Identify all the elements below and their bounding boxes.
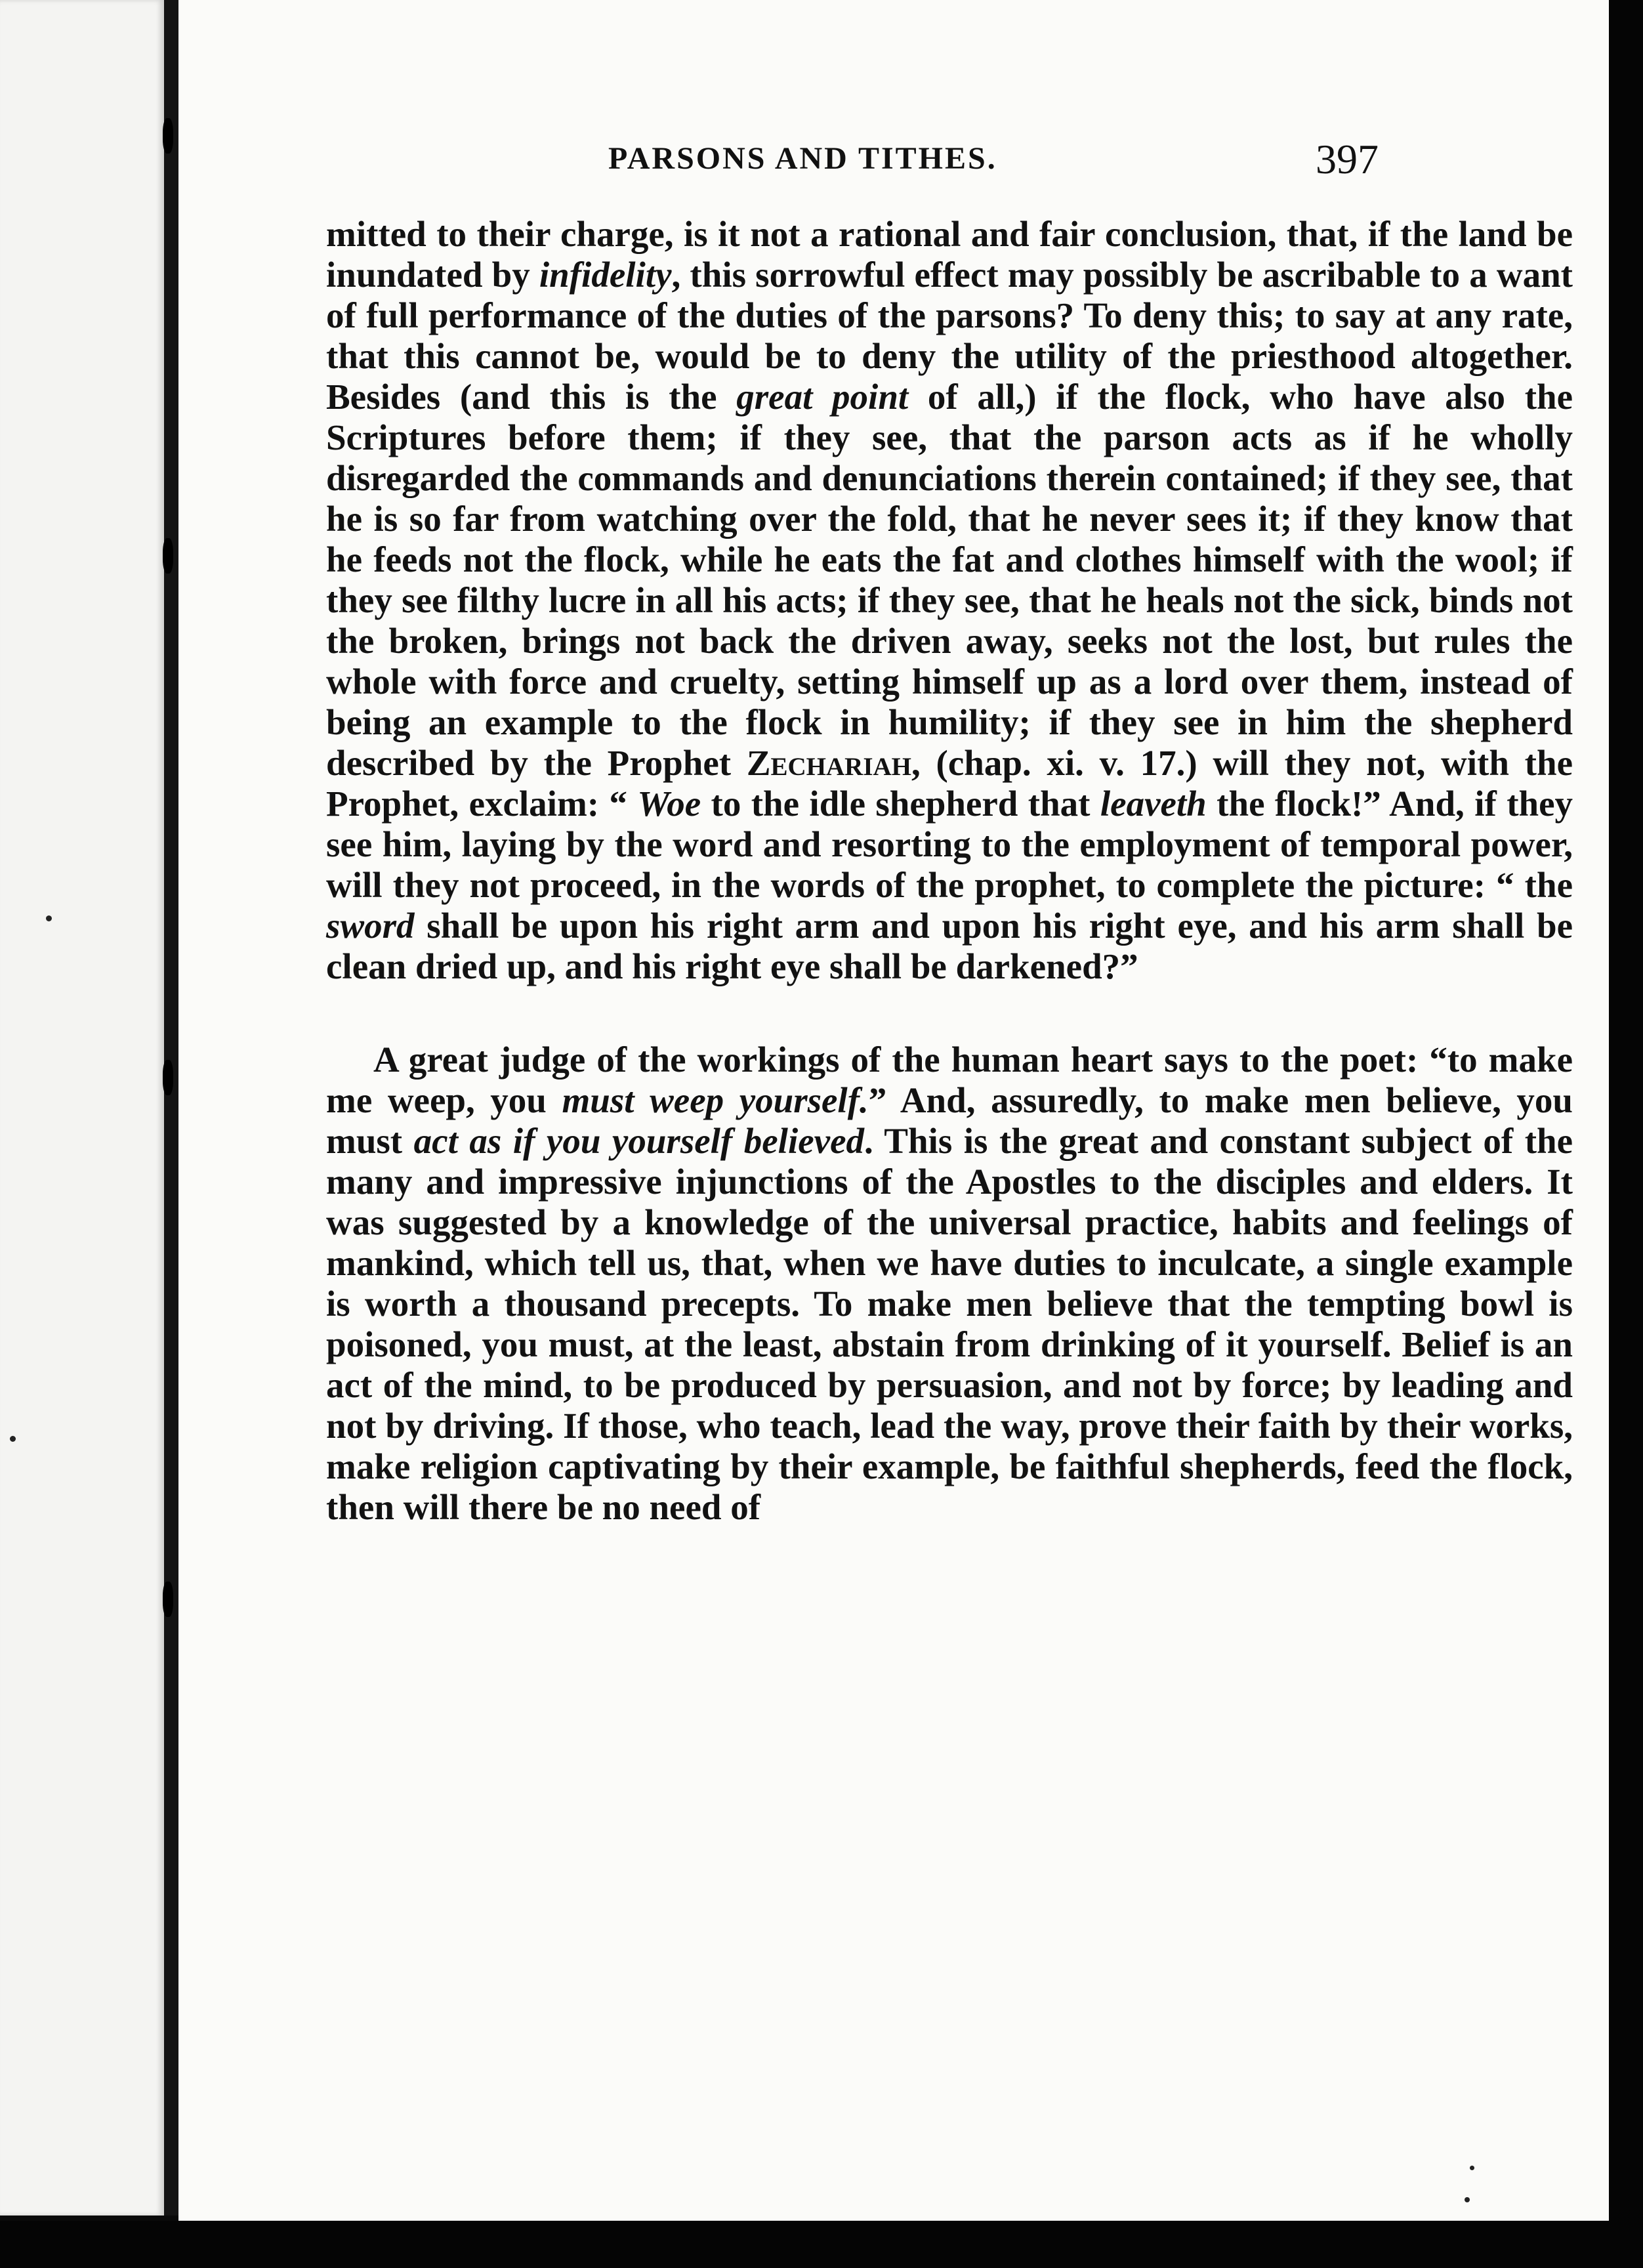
- text-run: shall be upon his right arm and upon his right eye, and his arm shall be clean dried up, and his right eye shall be darkened?”: [326, 906, 1573, 986]
- paragraph-1: [326, 214, 1573, 987]
- text-run: . This is the great and constant subject of the many and impressive injunctions of the Apostles to the disciples and elders. It was suggested by a knowledge of the universal practice, habits and feelings of mankind, which tell us, that, when we have duties to inculcate, a single example is worth a thousand precepts. To make men believe that the tempting bowl is poisoned, you must, at the least, abstain from drinking of it yourself. Belief is an act of the mind, to be produced by persuasion, and not by force; by leading and not by driving. If those, who teach, lead the way, prove their faith by their works, make religion captivating by their example, be faithful shepherds, feed the flock, then will there be no need of: [326, 1121, 1573, 1527]
- text-run: , (chap. xi. v. 17.) will they not, with the Prophet, exclaim: “: [326, 743, 1573, 824]
- page-header: [178, 136, 1609, 186]
- text-run: ” And, assuredly, to make men believe, you must: [326, 1080, 1573, 1161]
- emphasis: leaveth: [1100, 784, 1207, 824]
- page-number: 397: [1316, 136, 1379, 182]
- ink-speck: [46, 915, 52, 921]
- ink-speck: [1470, 2166, 1474, 2170]
- text-run: , this sorrowful effect may possibly be ascribable to a want of full performance of the duties of the parsons? To deny this; to say at any rate, that this cannot be, would be to deny the utility of the priesthood altogether. Besides (and this is the: [326, 255, 1573, 417]
- emphasis: act as if you yourself believed: [413, 1121, 864, 1161]
- book-page: [178, 0, 1609, 2223]
- binding-mark: [163, 1582, 173, 1617]
- binding-mark: [163, 538, 173, 574]
- binding-mark: [163, 1060, 173, 1095]
- text-run: of all,) if the flock, who have also the Scriptures before them; if they see, that the parson acts as if he wholly disregarded the commands and denunciations therein contained; if they see, that he is so far from watching over the fold, that he never sees it; if they know that he feeds not the flock, while he eats the fat and clothes himself with the wool; if they see filthy lucre in all his acts; if they see, that he heals not the sick, binds not the broken, brings not back the driven away, seeks not the lost, but rules the whole with force and cruelty, setting himself up as a lord over them, instead of being an example to the flock in humility; if they see in him the shepherd described by the Prophet: [326, 377, 1573, 783]
- facing-page-edge: [0, 0, 164, 2216]
- binding-mark: [163, 118, 173, 154]
- emphasis: infidelity: [539, 255, 672, 295]
- text-run: mitted to their charge, is it not a rational and fair conclusion, that, if the land be inundated by: [326, 214, 1573, 295]
- emphasis: Woe: [637, 784, 701, 824]
- running-head: PARSONS AND TITHES.: [608, 141, 997, 176]
- paragraph-2: [326, 1040, 1573, 1528]
- text-run: A great judge of the workings of the human heart says to the poet: “to make me weep, you: [326, 1040, 1573, 1120]
- small-caps-name: Zechariah: [746, 743, 912, 783]
- book-gutter: [164, 0, 178, 2216]
- ink-speck: [10, 1436, 16, 1442]
- emphasis: great point: [736, 377, 909, 417]
- emphasis: must weep yourself.: [562, 1080, 869, 1120]
- body-text: [326, 214, 1573, 1528]
- text-run: to the idle shepherd that: [701, 784, 1100, 824]
- emphasis: sword: [326, 906, 415, 946]
- scan-border-bottom: [0, 2221, 1643, 2268]
- scan-border-right: [1609, 0, 1643, 2268]
- text-run: the flock!” And, if they see him, laying by the word and resorting to the employment of temporal power, will they not proceed, in the words of the prophet, to complete the picture: “ the: [326, 784, 1573, 905]
- ink-speck: [1465, 2197, 1470, 2202]
